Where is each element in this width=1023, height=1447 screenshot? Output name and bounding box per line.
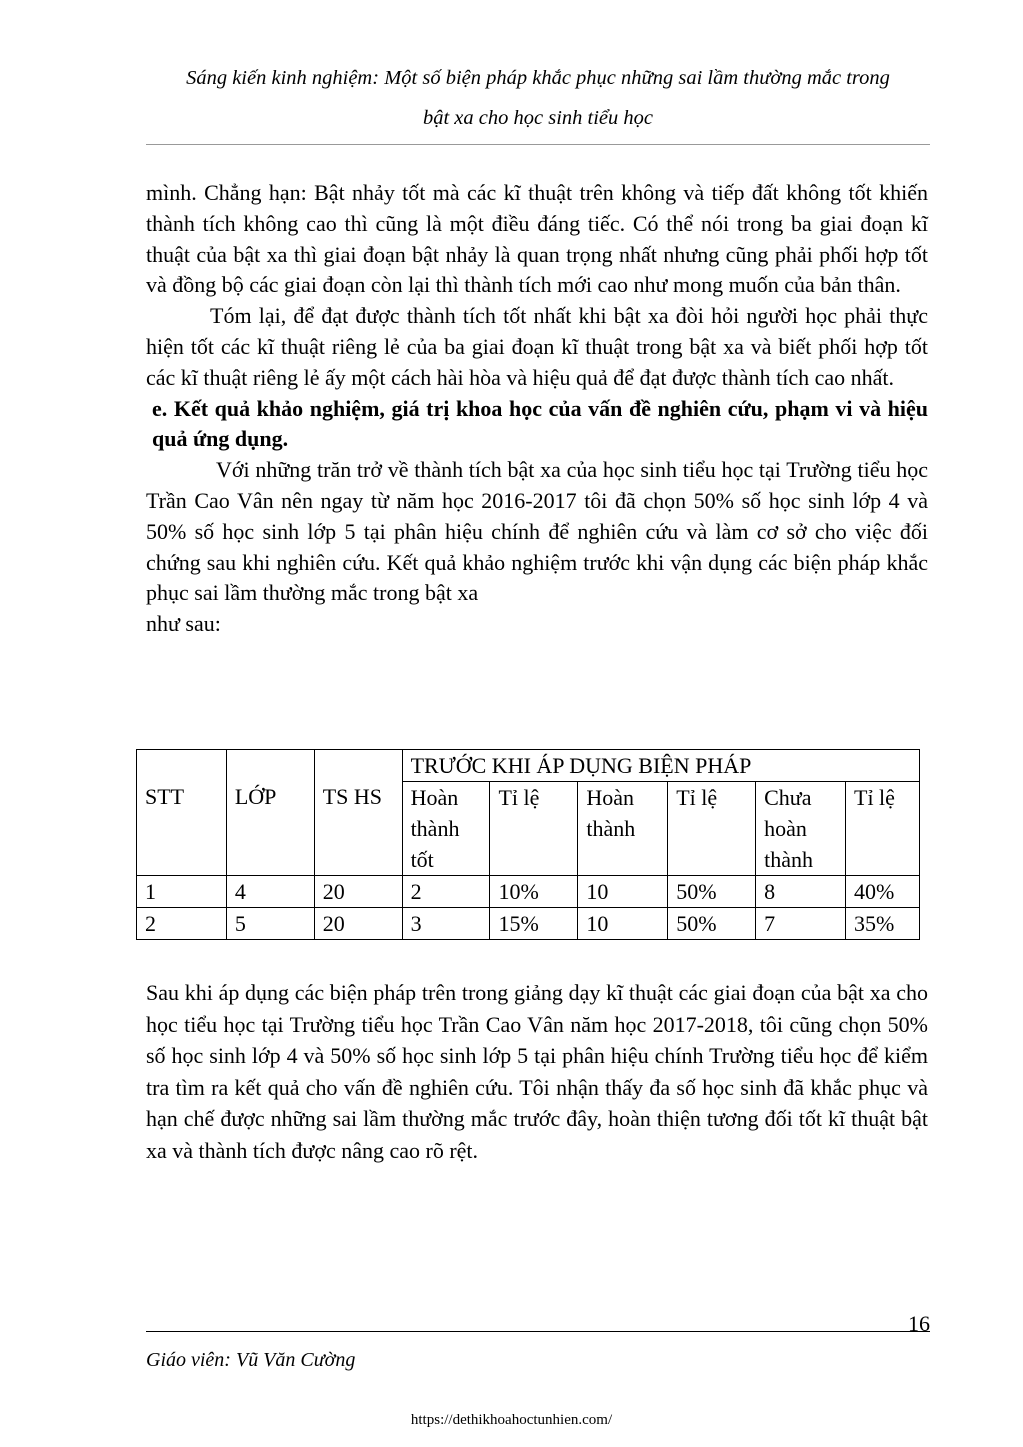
cell-hoan-thanh-tot: 2 [402,876,490,908]
footer-divider [146,1331,930,1332]
header-lop: LỚP [226,750,314,876]
cell-ti-le-2: 50% [668,876,756,908]
cell-ts-hs: 20 [314,876,402,908]
header-ts-hs: TS HS [314,750,402,876]
table-row [137,908,920,940]
header-line-1: Sáng kiến kinh nghiệm: Một số biện pháp khắc phục những sai lầm thường mắc trong [186,67,890,89]
cell-ti-le-3: 40% [846,876,920,908]
header-hoan-thanh: Hoàn thành [578,782,668,876]
paragraph-4: Sau khi áp dụng các biện pháp trên trong giảng dạy kĩ thuật các giai đoạn của bật xa cho học tiểu học tại Trường tiểu học Trần Cao Vân năm học 2017-2018, tôi cũng chọn 50% số học sinh lớp 4 và 50% số học sinh lớp 5 tại phân hiệu chính Trường tiểu học để kiểm tra tìm ra kết quả cho vấn đề nghiên cứu. Tôi nhận thấy đa số học sinh đã khắc phục và hạn chế được những sai lầm thường mắc trước đây, hoàn thiện tương đối tốt kĩ thuật bật xa và thành tích được nâng cao rõ rệt. [146,980,928,1163]
cell-lop: 4 [226,876,314,908]
paragraph-1: mình. Chẳng hạn: Bật nhảy tốt mà các kĩ thuật trên không và tiếp đất không tốt khiến thành tích không cao thì cũng là một điều đáng tiếc. Có thể nói trong ba giai đoạn kĩ thuật của bật xa thì giai đoạn bật nhảy là quan trọng nhất nhưng cũng phải phối hợp tốt và đồng bộ các giai đoạn còn lại thì thành tích mới cao như mong muốn của bản thân. [146,180,928,298]
cell-ti-le-2: 50% [668,908,756,940]
cell-hoan-thanh: 10 [578,876,668,908]
cell-ts-hs: 20 [314,908,402,940]
header-hoan-thanh-tot: Hoàn thành tốt [402,782,490,876]
paragraph-3: Với những trăn trở về thành tích bật xa của học sinh tiểu học tại Trường tiểu học Trần Cao Vân nên ngay từ năm học 2016-2017 tôi đã chọn 50% số học sinh lớp 4 và 50% số học sinh lớp 5 tại phân hiệu chính để nghiên cứu và làm cơ sở cho việc đối chứng sau khi nghiên cứu. Kết quả khảo nghiệm trước khi vận dụng các biện pháp khắc phục sai lầm thường mắc trong bật xa [146,457,928,606]
cell-ti-le-3: 35% [846,908,920,940]
cell-hoan-thanh: 10 [578,908,668,940]
cell-lop: 5 [226,908,314,940]
cell-ti-le-1: 15% [490,908,578,940]
paragraph-2: Tóm lại, để đạt được thành tích tốt nhất khi bật xa đòi hỏi người học phải thực hiện tốt các kĩ thuật riêng lẻ của ba giai đoạn kĩ thuật trong bật xa và biết phối hợp tốt các kĩ thuật riêng lẻ ấy một cách hài hòa và hiệu quả để đạt được thành tích cao nhất. [146,303,928,390]
header-ti-le-1: Tỉ lệ [490,782,578,876]
footer-teacher: Giáo viên: Vũ Văn Cường [146,1349,356,1371]
table-row [137,876,920,908]
paragraph-3-end: như sau: [146,611,221,637]
cell-hoan-thanh-tot: 3 [402,908,490,940]
section-heading: e. Kết quả khảo nghiệm, giá trị khoa học của vấn đề nghiên cứu, phạm vi và hiệu quả ứng dụng. [152,395,928,452]
table-group-header-row [137,750,920,782]
cell-chua-hoan-thanh: 8 [756,876,846,908]
main-text [146,178,928,640]
after-table-text [146,977,928,1166]
header-ti-le-3: Tỉ lệ [846,782,920,876]
cell-chua-hoan-thanh: 7 [756,908,846,940]
page-header [146,58,930,138]
page-number: 16 [908,1311,930,1336]
footer-url-link[interactable]: https://dethikhoahoctunhien.com/ [410,1412,613,1428]
header-ti-le-2: Tỉ lệ [668,782,756,876]
header-divider [146,144,930,145]
header-stt: STT [137,750,227,876]
header-line-2: bật xa cho học sinh tiểu học [422,107,653,129]
cell-ti-le-1: 10% [490,876,578,908]
results-table [136,749,920,940]
header-truoc-khi-ap-dung: TRƯỚC KHI ÁP DỤNG BIỆN PHÁP [402,750,919,782]
cell-stt: 2 [137,908,227,940]
header-chua-hoan-thanh: Chưa hoàn thành [756,782,846,876]
cell-stt: 1 [137,876,227,908]
